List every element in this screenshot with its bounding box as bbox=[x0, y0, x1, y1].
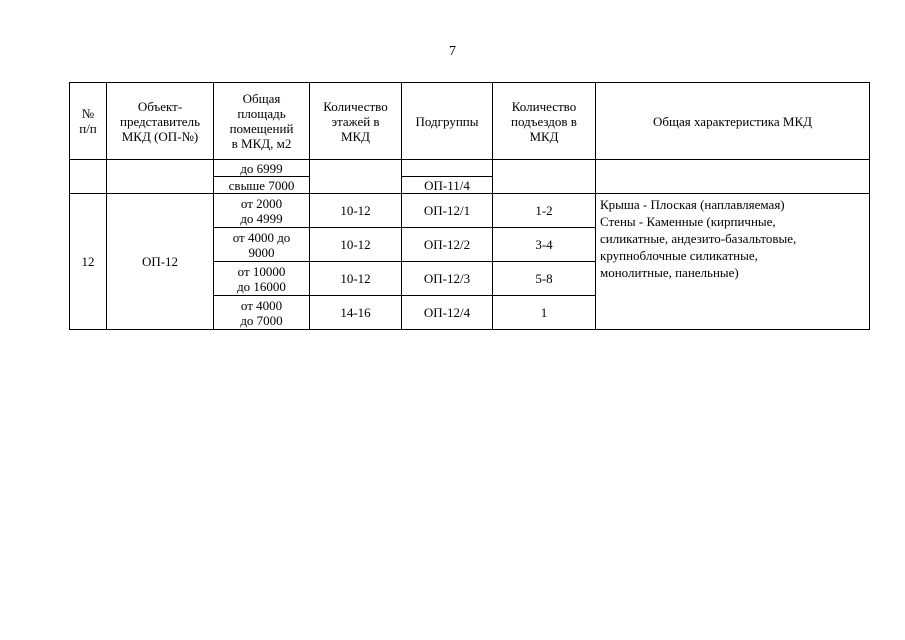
object-cell bbox=[107, 160, 214, 194]
area-cell bbox=[214, 228, 310, 262]
header-entrances-line: МКД bbox=[529, 128, 559, 144]
characteristic-line: крупноблочные силикатные, bbox=[600, 248, 758, 263]
area-line: до 4999 bbox=[240, 210, 283, 226]
area-line: от 10000 bbox=[237, 263, 286, 279]
page-number: 7 bbox=[449, 44, 456, 59]
header-object bbox=[107, 83, 214, 160]
area-cell: свыше 7000 bbox=[214, 177, 310, 194]
object-cell: ОП-12 bbox=[107, 194, 214, 330]
entrances-cell: 1-2 bbox=[493, 194, 596, 228]
header-object-line: МКД (ОП-№) bbox=[121, 128, 199, 144]
area-cell bbox=[214, 262, 310, 296]
characteristic-cell bbox=[596, 194, 870, 330]
characteristic-line: Крыша - Плоская (наплавляемая) bbox=[600, 197, 785, 212]
header-object-line: представитель bbox=[119, 113, 200, 129]
header-area-line: Общая bbox=[242, 91, 281, 106]
entrances-cell: 1 bbox=[493, 296, 596, 330]
header-floors-line: МКД bbox=[340, 128, 371, 144]
header-area-line: площадь bbox=[237, 106, 286, 121]
entrances-cell: 3-4 bbox=[493, 228, 596, 262]
header-number bbox=[70, 83, 107, 160]
subgroup-cell: ОП-11/4 bbox=[402, 177, 493, 194]
characteristic-line: силикатные, андезито-базальтовые, bbox=[600, 231, 797, 246]
floors-cell bbox=[310, 160, 402, 194]
subgroup-cell: ОП-12/4 bbox=[402, 296, 493, 330]
characteristic-line: монолитные, панельные) bbox=[600, 265, 739, 280]
area-line: 9000 bbox=[248, 244, 275, 260]
header-subgroups-line: Подгруппы bbox=[415, 113, 479, 129]
area-cell bbox=[214, 194, 310, 228]
subgroup-cell bbox=[402, 160, 493, 177]
floors-cell: 14-16 bbox=[310, 296, 402, 330]
floors-cell: 10-12 bbox=[310, 262, 402, 296]
number-cell: 12 bbox=[70, 194, 107, 330]
header-object-line: Объект- bbox=[137, 98, 183, 114]
area-cell bbox=[214, 296, 310, 330]
area-line: от 4000 до bbox=[232, 229, 291, 245]
table-row bbox=[70, 160, 870, 177]
header-area-line: в МКД, м2 bbox=[231, 136, 292, 151]
number-cell bbox=[70, 160, 107, 194]
header-entrances-line: Количество bbox=[511, 98, 577, 114]
area-cell: до 6999 bbox=[214, 160, 310, 177]
subgroup-cell: ОП-12/2 bbox=[402, 228, 493, 262]
floors-cell: 10-12 bbox=[310, 194, 402, 228]
header-floors bbox=[310, 83, 402, 160]
entrances-cell: 5-8 bbox=[493, 262, 596, 296]
header-row bbox=[70, 83, 870, 160]
mkd-table bbox=[69, 82, 870, 330]
characteristic-cell bbox=[596, 160, 870, 194]
header-characteristic-line: Общая характеристика МКД bbox=[652, 113, 813, 129]
header-subgroups bbox=[402, 83, 493, 160]
table-row bbox=[70, 194, 870, 228]
header-floors-line: этажей в bbox=[331, 113, 380, 129]
area-line: до 16000 bbox=[237, 278, 286, 294]
subgroup-cell: ОП-12/1 bbox=[402, 194, 493, 228]
characteristic-line: Стены - Каменные (кирпичные, bbox=[600, 214, 776, 229]
header-number-line: п/п bbox=[79, 121, 97, 136]
floors-cell: 10-12 bbox=[310, 228, 402, 262]
subgroup-cell: ОП-12/3 bbox=[402, 262, 493, 296]
header-number-line: № bbox=[81, 106, 95, 121]
header-entrances bbox=[493, 83, 596, 160]
area-line: от 4000 bbox=[240, 297, 283, 313]
area-line: от 2000 bbox=[240, 195, 283, 211]
header-floors-line: Количество bbox=[323, 98, 388, 114]
area-line: до 7000 bbox=[240, 312, 283, 328]
entrances-cell bbox=[493, 160, 596, 194]
header-area-line: помещений bbox=[229, 121, 294, 136]
header-entrances-line: подъездов в bbox=[511, 113, 577, 129]
header-characteristic bbox=[596, 83, 870, 160]
header-area bbox=[214, 83, 310, 160]
